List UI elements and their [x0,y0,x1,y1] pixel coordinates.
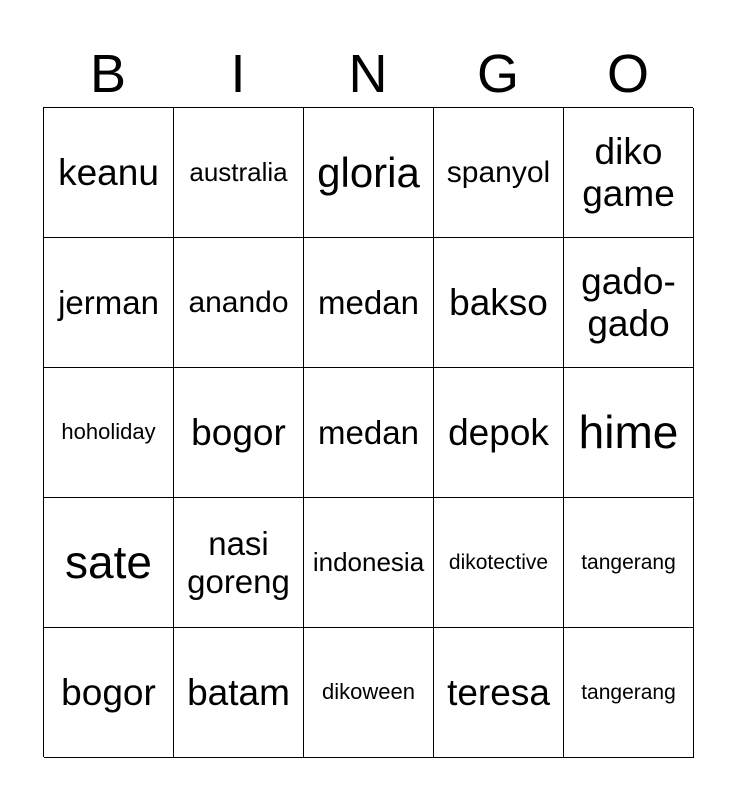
cell-text: bogor [61,671,156,713]
header-letter-i: I [230,44,246,104]
bingo-cell[interactable] [174,628,304,758]
bingo-cell[interactable] [44,628,174,758]
cell-text: anando [188,285,289,319]
cell-text: indonesia [312,546,425,577]
bingo-cell[interactable] [434,498,564,628]
bingo-cell[interactable] [174,108,304,238]
cell-text: bogor [191,411,286,453]
bingo-cell[interactable] [44,498,174,628]
bingo-cell[interactable] [44,108,174,238]
cell-text: tangerang [581,680,676,704]
bingo-cell[interactable] [174,238,304,368]
cell-text: hoholiday [61,419,156,445]
bingo-cell[interactable] [564,368,694,498]
bingo-cell[interactable] [434,108,564,238]
cell-text: australia [189,156,288,187]
cell-text: spanyol [446,155,551,189]
cell-text: tangerang [581,550,676,574]
bingo-cell[interactable] [304,108,434,238]
cell-text: jerman [58,283,159,321]
cell-text: depok [448,411,549,453]
bingo-cell[interactable] [304,238,434,368]
bingo-cell[interactable] [564,628,694,758]
cell-text: dikoween [322,679,415,705]
cell-text: bakso [449,281,548,323]
cell-text: gloria [317,148,420,196]
cell-text: medan [318,413,419,451]
header-letter-o: O [606,44,649,104]
bingo-cell[interactable] [434,628,564,758]
bingo-cell[interactable] [44,238,174,368]
cell-text: nasi goreng [187,525,290,600]
bingo-cell[interactable] [174,498,304,628]
cell-text: sate [65,535,152,588]
bingo-cell[interactable] [174,368,304,498]
cell-text: gado-gado [581,260,676,344]
header-letter-g: G [476,44,519,104]
cell-text: teresa [447,671,550,713]
bingo-cell[interactable] [304,628,434,758]
cell-text: batam [187,671,290,713]
header-letter-b: B [89,44,127,104]
bingo-cell[interactable] [564,238,694,368]
bingo-cell[interactable] [434,368,564,498]
cell-text: keanu [58,151,159,193]
bingo-cell[interactable] [434,238,564,368]
cell-text: dikotective [448,550,549,574]
header-letter-n: N [348,44,388,104]
bingo-cell[interactable] [564,498,694,628]
bingo-cell[interactable] [44,368,174,498]
bingo-header [43,42,693,106]
bingo-cell[interactable] [564,108,694,238]
bingo-cell[interactable] [304,498,434,628]
bingo-cell[interactable] [304,368,434,498]
cell-text: diko game [582,130,675,214]
cell-text: hime [578,405,679,458]
bingo-board [43,107,693,757]
cell-text: medan [318,283,419,321]
